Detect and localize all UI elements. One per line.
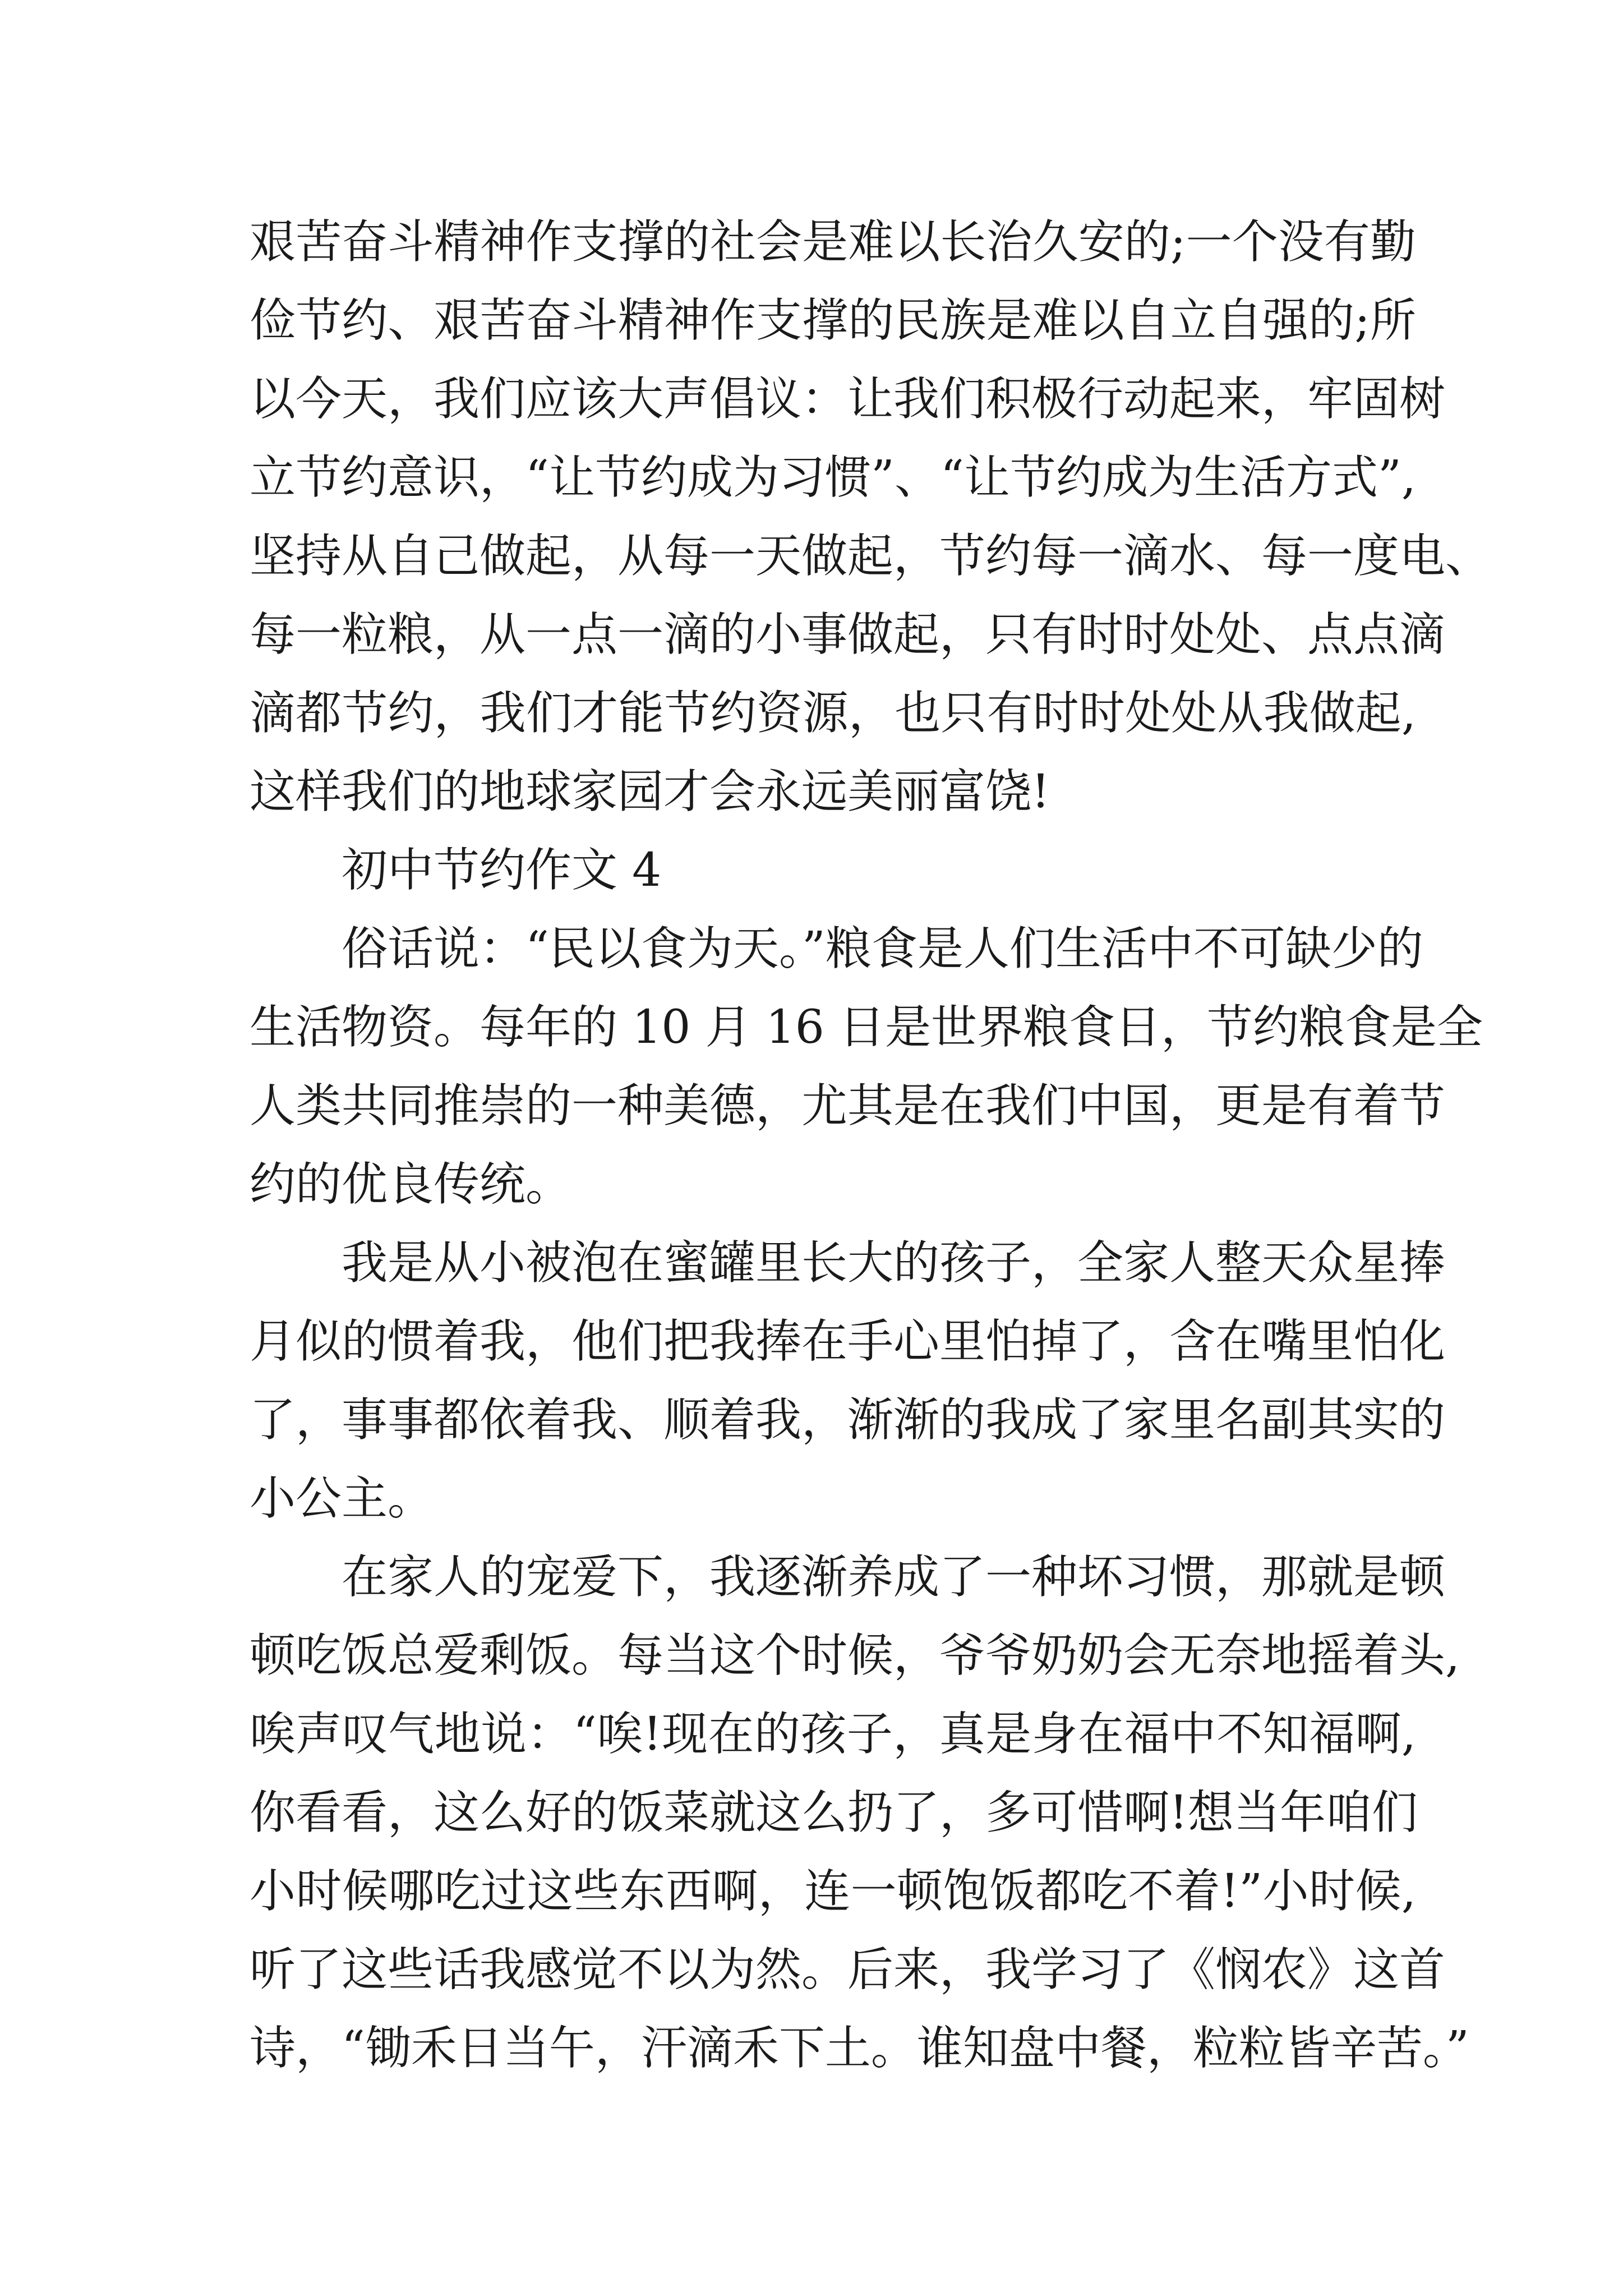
document-body bbox=[250, 203, 1492, 2088]
paragraph-line: 在家人的宠爱下，我逐渐养成了一种坏习惯，那就是顿 bbox=[342, 1550, 1446, 1604]
paragraph-line: 俭节约、艰苦奋斗精神作支撑的民族是难以自立自强的;所 bbox=[250, 294, 1416, 347]
paragraph-line: 你看看，这么好的饭菜就这么扔了，多可惜啊!想当年咱们 bbox=[250, 1786, 1418, 1839]
paragraph-line: 我是从小被泡在蜜罐里长大的孩子，全家人整天众星捧 bbox=[342, 1236, 1446, 1290]
paragraph-line: 滴都节约，我们才能节约资源，也只有时时处处从我做起, bbox=[250, 687, 1416, 740]
paragraph-line: 这样我们的地球家园才会永远美丽富饶! bbox=[250, 765, 1050, 818]
paragraph-line: 约的优良传统。 bbox=[250, 1158, 572, 1211]
paragraph-line: 艰苦奋斗精神作支撑的社会是难以长治久安的;一个没有勤 bbox=[250, 215, 1416, 269]
paragraph-line: 小时候哪吃过这些东西啊，连一顿饱饭都吃不着!”小时候, bbox=[250, 1865, 1416, 1918]
paragraph-line: 顿吃饭总爱剩饭。每当这个时候，爷爷奶奶会无奈地摇着头, bbox=[250, 1629, 1460, 1682]
paragraph-line: 听了这些话我感觉不以为然。后来，我学习了《悯农》这首 bbox=[250, 1943, 1446, 1996]
paragraph-line: 唉声叹气地说：“唉!现在的孩子，真是身在福中不知福啊, bbox=[250, 1708, 1416, 1761]
paragraph-line: 生活物资。每年的 10 月 16 日是世界粮食日，节约粮食是全 bbox=[250, 1001, 1483, 1054]
paragraph-line: 月似的惯着我，他们把我捧在手心里怕掉了，含在嘴里怕化 bbox=[250, 1315, 1446, 1368]
paragraph-line: 小公主。 bbox=[250, 1472, 434, 1525]
paragraph-line: 诗，“锄禾日当午，汗滴禾下土。谁知盘中餐，粒粒皆辛苦。” bbox=[250, 2022, 1469, 2075]
paragraph-line: 以今天，我们应该大声倡议：让我们积极行动起来，牢固树 bbox=[250, 372, 1446, 426]
paragraph-line: 俗话说：“民以食为天。”粮食是人们生活中不可缺少的 bbox=[342, 922, 1423, 976]
paragraph-line: 立节约意识，“让节约成为习惯”、“让节约成为生活方式”, bbox=[250, 451, 1416, 504]
paragraph-line: 了，事事都依着我、顺着我，渐渐的我成了家里名副其实的 bbox=[250, 1393, 1446, 1447]
section-title: 初中节约作文 4 bbox=[342, 844, 662, 897]
paragraph-line: 每一粒粮，从一点一滴的小事做起，只有时时处处、点点滴 bbox=[250, 608, 1446, 661]
paragraph-line: 坚持从自己做起，从每一天做起，节约每一滴水、每一度电、 bbox=[250, 530, 1492, 583]
paragraph-line: 人类共同推崇的一种美德，尤其是在我们中国，更是有着节 bbox=[250, 1079, 1446, 1133]
